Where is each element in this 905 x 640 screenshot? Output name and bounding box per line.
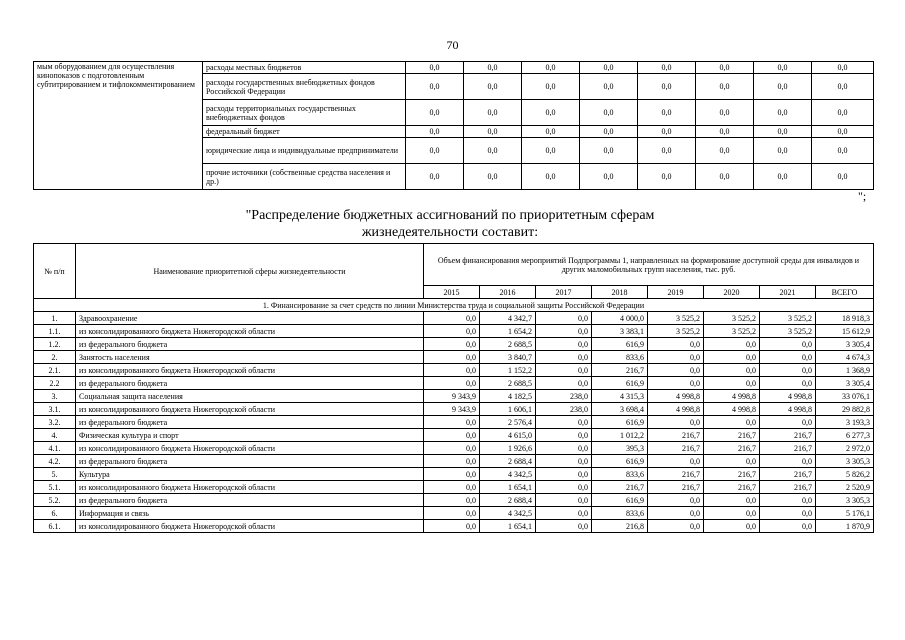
value-cell: 1 606,1 — [480, 403, 536, 416]
value-cell: 216,7 — [648, 442, 704, 455]
value-cell: 4 000,0 — [592, 312, 648, 325]
table-row — [34, 520, 874, 533]
value-cell: 0,0 — [638, 138, 696, 164]
value-cell: 238,0 — [536, 403, 592, 416]
main-table-body — [34, 299, 874, 533]
value-cell: 1 012,2 — [592, 429, 648, 442]
row-name: из федерального бюджета — [76, 416, 424, 429]
row-name: из консолидированного бюджета Нижегородской области — [76, 325, 424, 338]
table-row — [34, 507, 874, 520]
value-cell: 0,0 — [536, 351, 592, 364]
year-header: 2021 — [760, 286, 816, 299]
table-row — [34, 338, 874, 351]
row-number: 2.2 — [34, 377, 76, 390]
year-header: 2020 — [704, 286, 760, 299]
value-cell: 395,3 — [592, 442, 648, 455]
value-cell: 3 525,2 — [704, 312, 760, 325]
value-cell: 0,0 — [424, 455, 480, 468]
value-cell: 0,0 — [760, 338, 816, 351]
value-cell: 4 342,5 — [480, 468, 536, 481]
row-number: 2. — [34, 351, 76, 364]
value-cell: 0,0 — [424, 481, 480, 494]
value-cell: 4 182,5 — [480, 390, 536, 403]
row-name: Культура — [76, 468, 424, 481]
source-name: федеральный бюджет — [203, 126, 406, 138]
year-header: ВСЕГО — [816, 286, 874, 299]
value-cell: 0,0 — [536, 520, 592, 533]
value-cell: 0,0 — [704, 416, 760, 429]
value-cell: 0,0 — [406, 74, 464, 100]
value-cell: 1 926,6 — [480, 442, 536, 455]
value-cell: 616,9 — [592, 494, 648, 507]
section-heading-line1: "Распределение бюджетных ассигнований по приоритетным сферам — [245, 208, 655, 223]
value-cell: 216,7 — [760, 442, 816, 455]
value-cell: 0,0 — [580, 74, 638, 100]
row-number: 6.1. — [34, 520, 76, 533]
value-cell: 4 998,8 — [760, 403, 816, 416]
table-row — [34, 416, 874, 429]
value-cell: 0,0 — [536, 338, 592, 351]
row-name: Информация и связь — [76, 507, 424, 520]
row-name: Физическая культура и спорт — [76, 429, 424, 442]
top-funding-table — [33, 61, 874, 190]
row-name: из федерального бюджета — [76, 338, 424, 351]
value-cell: 0,0 — [696, 100, 754, 126]
row-number: 1.1. — [34, 325, 76, 338]
value-cell: 3 305,3 — [816, 494, 874, 507]
row-number: 3. — [34, 390, 76, 403]
value-cell: 0,0 — [424, 364, 480, 377]
year-header: 2016 — [480, 286, 536, 299]
row-number: 6. — [34, 507, 76, 520]
value-cell: 4 998,8 — [704, 403, 760, 416]
value-cell: 1 152,2 — [480, 364, 536, 377]
value-cell: 216,7 — [704, 429, 760, 442]
value-cell: 1 870,9 — [816, 520, 874, 533]
value-cell: 0,0 — [464, 138, 522, 164]
value-cell: 2 688,4 — [480, 494, 536, 507]
value-cell: 616,9 — [592, 416, 648, 429]
table-row — [34, 403, 874, 416]
value-cell: 216,7 — [648, 481, 704, 494]
value-cell: 0,0 — [754, 164, 812, 190]
value-cell: 0,0 — [812, 164, 874, 190]
value-cell: 0,0 — [522, 62, 580, 74]
row-number: 1. — [34, 312, 76, 325]
value-cell: 0,0 — [580, 100, 638, 126]
value-cell: 0,0 — [648, 364, 704, 377]
row-name: из федерального бюджета — [76, 455, 424, 468]
year-header: 2017 — [536, 286, 592, 299]
value-cell: 3 305,3 — [816, 455, 874, 468]
value-cell: 0,0 — [406, 62, 464, 74]
value-cell: 0,0 — [464, 164, 522, 190]
value-cell: 0,0 — [464, 100, 522, 126]
row-number: 5.1. — [34, 481, 76, 494]
value-cell: 0,0 — [406, 126, 464, 138]
priority-spheres-table — [33, 243, 874, 533]
section-row: 1. Финансирование за счет средств по линии Министерства труда и социальной защиты Российской Федерации — [34, 299, 874, 312]
value-cell: 4 342,5 — [480, 507, 536, 520]
value-cell: 0,0 — [648, 507, 704, 520]
value-cell: 0,0 — [406, 164, 464, 190]
value-cell: 0,0 — [424, 429, 480, 442]
row-name: из консолидированного бюджета Нижегородской области — [76, 364, 424, 377]
value-cell: 0,0 — [760, 494, 816, 507]
value-cell: 0,0 — [580, 62, 638, 74]
row-number: 4. — [34, 429, 76, 442]
value-cell: 216,7 — [592, 364, 648, 377]
value-cell: 0,0 — [754, 138, 812, 164]
value-cell: 0,0 — [704, 351, 760, 364]
row-number: 3.2. — [34, 416, 76, 429]
value-cell: 3 525,2 — [648, 325, 704, 338]
table-row — [34, 481, 874, 494]
value-cell: 2 688,5 — [480, 338, 536, 351]
row-name: Здравоохранение — [76, 312, 424, 325]
value-cell: 0,0 — [648, 520, 704, 533]
row-number: 2.1. — [34, 364, 76, 377]
value-cell: 238,0 — [536, 390, 592, 403]
value-cell: 0,0 — [522, 74, 580, 100]
value-cell: 216,7 — [704, 481, 760, 494]
value-cell: 3 383,1 — [592, 325, 648, 338]
value-cell: 0,0 — [464, 74, 522, 100]
value-cell: 0,0 — [424, 494, 480, 507]
value-cell: 1 368,9 — [816, 364, 874, 377]
row-number: 5.2. — [34, 494, 76, 507]
source-name: юридические лица и индивидуальные предприниматели — [203, 138, 406, 164]
col-header-volume: Объем финансирования мероприятий Подпрограммы 1, направленных на формирование доступной среды для инвалидов и других маломобильных групп населения, тыс. руб. — [424, 244, 874, 286]
value-cell: 4 998,8 — [648, 403, 704, 416]
value-cell: 0,0 — [704, 455, 760, 468]
value-cell: 216,7 — [592, 481, 648, 494]
value-cell: 4 315,3 — [592, 390, 648, 403]
value-cell: 0,0 — [536, 364, 592, 377]
table-row — [34, 325, 874, 338]
value-cell: 0,0 — [760, 364, 816, 377]
value-cell: 0,0 — [812, 100, 874, 126]
table-row — [34, 390, 874, 403]
value-cell: 0,0 — [812, 62, 874, 74]
table-row — [34, 442, 874, 455]
value-cell: 216,7 — [704, 442, 760, 455]
table-row — [34, 351, 874, 364]
value-cell: 616,9 — [592, 338, 648, 351]
value-cell: 833,6 — [592, 468, 648, 481]
value-cell: 3 840,7 — [480, 351, 536, 364]
value-cell: 2 688,5 — [480, 377, 536, 390]
table-row — [34, 468, 874, 481]
value-cell: 0,0 — [424, 507, 480, 520]
value-cell: 3 525,2 — [760, 312, 816, 325]
top-table-body — [34, 62, 874, 190]
value-cell: 0,0 — [696, 62, 754, 74]
value-cell: 5 176,1 — [816, 507, 874, 520]
value-cell: 0,0 — [464, 126, 522, 138]
value-cell: 216,7 — [648, 468, 704, 481]
value-cell: 0,0 — [754, 62, 812, 74]
row-name: из консолидированного бюджета Нижегородской области — [76, 403, 424, 416]
value-cell: 0,0 — [522, 100, 580, 126]
value-cell: 0,0 — [704, 364, 760, 377]
value-cell: 0,0 — [704, 507, 760, 520]
value-cell: 1 654,1 — [480, 481, 536, 494]
value-cell: 0,0 — [704, 338, 760, 351]
value-cell: 0,0 — [536, 442, 592, 455]
value-cell: 0,0 — [760, 507, 816, 520]
value-cell: 0,0 — [464, 62, 522, 74]
closing-quote: "; — [858, 189, 867, 203]
value-cell: 3 698,4 — [592, 403, 648, 416]
value-cell: 216,7 — [760, 481, 816, 494]
value-cell: 0,0 — [760, 351, 816, 364]
value-cell: 9 343,9 — [424, 403, 480, 416]
row-name: из федерального бюджета — [76, 494, 424, 507]
row-name: из консолидированного бюджета Нижегородской области — [76, 442, 424, 455]
value-cell: 0,0 — [638, 100, 696, 126]
value-cell: 0,0 — [648, 416, 704, 429]
value-cell: 0,0 — [648, 377, 704, 390]
value-cell: 0,0 — [424, 442, 480, 455]
value-cell: 0,0 — [536, 481, 592, 494]
row-number: 5. — [34, 468, 76, 481]
value-cell: 0,0 — [648, 494, 704, 507]
row-number: 1.2. — [34, 338, 76, 351]
source-name: расходы местных бюджетов — [203, 62, 406, 74]
value-cell: 0,0 — [812, 126, 874, 138]
value-cell: 0,0 — [638, 62, 696, 74]
value-cell: 4 998,8 — [760, 390, 816, 403]
value-cell: 33 076,1 — [816, 390, 874, 403]
col-header-number: № п/п — [34, 244, 76, 299]
value-cell: 0,0 — [406, 138, 464, 164]
value-cell: 0,0 — [638, 126, 696, 138]
value-cell: 0,0 — [522, 164, 580, 190]
value-cell: 4 998,8 — [704, 390, 760, 403]
value-cell: 0,0 — [536, 325, 592, 338]
value-cell: 3 525,2 — [648, 312, 704, 325]
value-cell: 0,0 — [696, 126, 754, 138]
value-cell: 0,0 — [536, 455, 592, 468]
value-cell: 0,0 — [704, 494, 760, 507]
value-cell: 3 525,2 — [704, 325, 760, 338]
value-cell: 0,0 — [424, 468, 480, 481]
source-name: прочие источники (собственные средства населения и др.) — [203, 164, 406, 190]
value-cell: 4 674,3 — [816, 351, 874, 364]
value-cell: 0,0 — [812, 74, 874, 100]
row-name: из консолидированного бюджета Нижегородской области — [76, 481, 424, 494]
value-cell: 0,0 — [536, 429, 592, 442]
value-cell: 0,0 — [648, 455, 704, 468]
value-cell: 0,0 — [648, 351, 704, 364]
value-cell: 0,0 — [696, 74, 754, 100]
value-cell: 0,0 — [704, 520, 760, 533]
source-name: расходы государственных внебюджетных фондов Российской Федерации — [203, 74, 406, 100]
value-cell: 6 277,3 — [816, 429, 874, 442]
value-cell: 616,9 — [592, 455, 648, 468]
value-cell: 833,6 — [592, 351, 648, 364]
value-cell: 0,0 — [424, 338, 480, 351]
value-cell: 0,0 — [424, 312, 480, 325]
value-cell: 2 576,4 — [480, 416, 536, 429]
value-cell: 833,6 — [592, 507, 648, 520]
value-cell: 0,0 — [580, 126, 638, 138]
value-cell: 0,0 — [406, 100, 464, 126]
value-cell: 216,7 — [760, 468, 816, 481]
value-cell: 4 342,7 — [480, 312, 536, 325]
row-name: из консолидированного бюджета Нижегородской области — [76, 520, 424, 533]
value-cell: 216,7 — [704, 468, 760, 481]
table-row — [34, 455, 874, 468]
value-cell: 0,0 — [754, 126, 812, 138]
value-cell: 0,0 — [580, 138, 638, 164]
value-cell: 0,0 — [760, 377, 816, 390]
year-header: 2018 — [592, 286, 648, 299]
value-cell: 216,8 — [592, 520, 648, 533]
section-heading-line2: жизнедеятельности составит: — [361, 225, 539, 240]
value-cell: 2 688,4 — [480, 455, 536, 468]
col-header-name: Наименование приоритетной сферы жизнедеятельности — [76, 244, 424, 299]
value-cell: 216,7 — [760, 429, 816, 442]
value-cell: 3 305,4 — [816, 338, 874, 351]
value-cell: 0,0 — [536, 468, 592, 481]
year-header: 2015 — [424, 286, 480, 299]
row-number: 4.2. — [34, 455, 76, 468]
value-cell: 0,0 — [648, 338, 704, 351]
top-table-row — [34, 62, 874, 74]
value-cell: 0,0 — [638, 74, 696, 100]
value-cell: 9 343,9 — [424, 390, 480, 403]
value-cell: 616,9 — [592, 377, 648, 390]
page-number: 70 — [446, 38, 459, 52]
measure-label: мым оборудованием для осуществления кинопоказов с подготовленным субтитрированием и тифлокомментированием — [34, 62, 203, 190]
value-cell: 0,0 — [424, 416, 480, 429]
value-cell: 0,0 — [760, 455, 816, 468]
table-row — [34, 377, 874, 390]
year-header: 2019 — [648, 286, 704, 299]
value-cell: 0,0 — [704, 377, 760, 390]
value-cell: 0,0 — [424, 351, 480, 364]
value-cell: 0,0 — [424, 520, 480, 533]
source-name: расходы территориальных государственных внебюджетных фондов — [203, 100, 406, 126]
row-name: Занятость населения — [76, 351, 424, 364]
value-cell: 0,0 — [754, 74, 812, 100]
value-cell: 0,0 — [812, 138, 874, 164]
value-cell: 4 615,0 — [480, 429, 536, 442]
value-cell: 0,0 — [536, 312, 592, 325]
value-cell: 0,0 — [754, 100, 812, 126]
value-cell: 0,0 — [424, 325, 480, 338]
row-name: Социальная защита населения — [76, 390, 424, 403]
row-name: из федерального бюджета — [76, 377, 424, 390]
value-cell: 0,0 — [522, 138, 580, 164]
value-cell: 5 826,2 — [816, 468, 874, 481]
table-row — [34, 429, 874, 442]
value-cell: 3 525,2 — [760, 325, 816, 338]
value-cell: 0,0 — [424, 377, 480, 390]
table-row — [34, 494, 874, 507]
value-cell: 15 612,9 — [816, 325, 874, 338]
table-row — [34, 312, 874, 325]
row-number: 3.1. — [34, 403, 76, 416]
value-cell: 0,0 — [696, 138, 754, 164]
value-cell: 0,0 — [522, 126, 580, 138]
value-cell: 4 998,8 — [648, 390, 704, 403]
value-cell: 3 193,3 — [816, 416, 874, 429]
value-cell: 0,0 — [536, 416, 592, 429]
value-cell: 2 972,0 — [816, 442, 874, 455]
value-cell: 0,0 — [638, 164, 696, 190]
value-cell: 3 305,4 — [816, 377, 874, 390]
value-cell: 1 654,1 — [480, 520, 536, 533]
value-cell: 0,0 — [580, 164, 638, 190]
value-cell: 216,7 — [648, 429, 704, 442]
table-row — [34, 364, 874, 377]
value-cell: 0,0 — [760, 416, 816, 429]
value-cell: 0,0 — [696, 164, 754, 190]
value-cell: 0,0 — [760, 520, 816, 533]
row-number: 4.1. — [34, 442, 76, 455]
value-cell: 1 654,2 — [480, 325, 536, 338]
value-cell: 18 918,3 — [816, 312, 874, 325]
value-cell: 0,0 — [536, 377, 592, 390]
value-cell: 29 882,8 — [816, 403, 874, 416]
value-cell: 0,0 — [536, 507, 592, 520]
value-cell: 0,0 — [536, 494, 592, 507]
value-cell: 2 520,9 — [816, 481, 874, 494]
